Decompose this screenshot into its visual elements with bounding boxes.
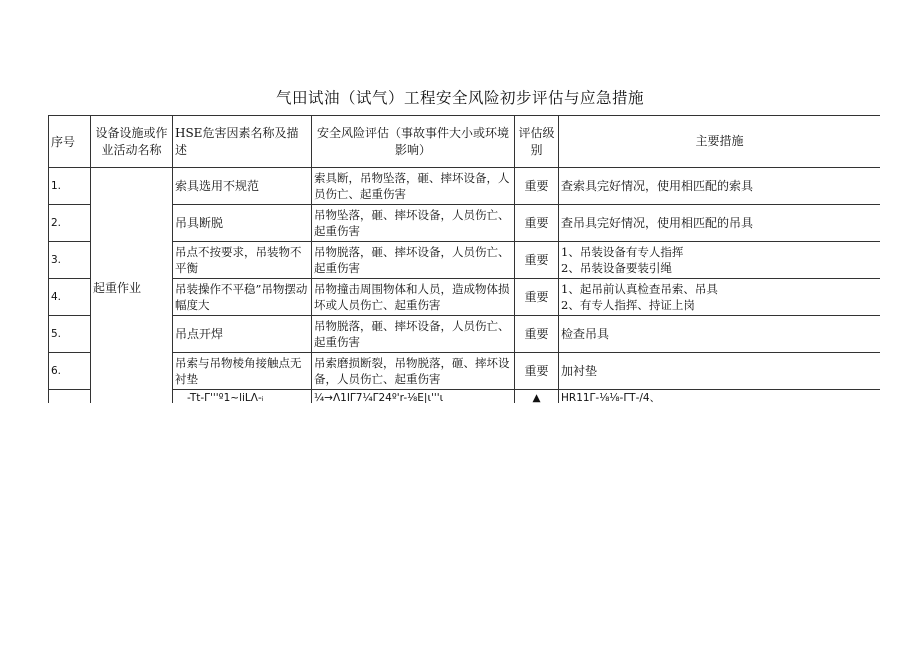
table-row (49, 242, 881, 279)
table-row (49, 205, 881, 242)
row-level: 重要 (515, 353, 559, 390)
document-title: 气田试油（试气）工程安全风险初步评估与应急措施 (275, 89, 644, 107)
row-seq: 5. (49, 316, 91, 353)
row-hazard: 吊点不按要求，吊装物不平衡 (173, 242, 312, 279)
risk-table-container (48, 115, 880, 403)
activity-group-cell: 起重作业 (91, 168, 173, 404)
row-level-marker: ▲ (515, 390, 559, 404)
row-level: 重要 (515, 279, 559, 316)
header-risk: 安全风险评估（事故事件大小或环境影响） (312, 116, 515, 168)
row-measures: 查吊具完好情况，使用相匹配的吊具 (559, 205, 881, 242)
row-hazard: 索具选用不规范 (173, 168, 312, 205)
row-level: 重要 (515, 205, 559, 242)
table-row (49, 316, 881, 353)
row-seq: 4. (49, 279, 91, 316)
header-measures: 主要措施 (559, 116, 881, 168)
row-level: 重要 (515, 316, 559, 353)
header-level: 评估级别 (515, 116, 559, 168)
table-row-partial (49, 390, 881, 404)
risk-assessment-table (48, 115, 880, 403)
row-measures: 检查吊具 (559, 316, 881, 353)
row-risk: 吊物撞击周围物体和人员，造成物体损坏或人员伤亡、起重伤害 (312, 279, 515, 316)
row-risk: 吊物坠落，砸、摔坏设备，人员伤亡、起重伤害 (312, 205, 515, 242)
table-row (49, 353, 881, 390)
header-hazard: HSE危害因素名称及描述 (173, 116, 312, 168)
row-seq: 1. (49, 168, 91, 205)
row-measures: HR11Γ-⅛⅛-ΓΤ-/4、 (559, 390, 881, 404)
row-hazard: 吊索与吊物棱角接触点无衬垫 (173, 353, 312, 390)
row-risk: 索具断，吊物坠落，砸、摔坏设备，人员伤亡、起重伤害 (312, 168, 515, 205)
row-risk: 吊物脱落，砸、摔坏设备，人员伤亡、起重伤害 (312, 242, 515, 279)
row-risk: 吊物脱落，砸、摔坏设备，人员伤亡、起重伤害 (312, 316, 515, 353)
row-hazard: 吊点开焊 (173, 316, 312, 353)
row-risk: ¼→Λ1ΙΓ7¼Γ24º'r-⅛Ε|ι'''ι (312, 390, 515, 404)
row-seq: 3. (49, 242, 91, 279)
row-risk: 吊索磨损断裂，吊物脱落，砸、摔坏设备，人员伤亡、起重伤害 (312, 353, 515, 390)
table-header-row (49, 116, 881, 168)
row-level: 重要 (515, 168, 559, 205)
row-measures: 1、吊装设备有专人指挥 2、吊装设备要装引绳 (559, 242, 881, 279)
header-activity: 设备设施或作业活动名称 (91, 116, 173, 168)
row-seq (49, 390, 91, 404)
row-measures: 加衬垫 (559, 353, 881, 390)
row-measures: 1、起吊前认真检查吊索、吊具 2、有专人指挥、持证上岗 (559, 279, 881, 316)
row-level: 重要 (515, 242, 559, 279)
row-seq: 2. (49, 205, 91, 242)
table-row (49, 279, 881, 316)
row-hazard: -Tt-Γ'''º1~liLΛ-ᵢ (173, 390, 312, 404)
row-measures: 查索具完好情况，使用相匹配的索具 (559, 168, 881, 205)
row-seq: 6. (49, 353, 91, 390)
row-hazard: 吊具断脱 (173, 205, 312, 242)
header-seq: 序号 (49, 116, 91, 168)
row-hazard: 吊装操作不平稳”吊物摆动幅度大 (173, 279, 312, 316)
table-row (49, 168, 881, 205)
